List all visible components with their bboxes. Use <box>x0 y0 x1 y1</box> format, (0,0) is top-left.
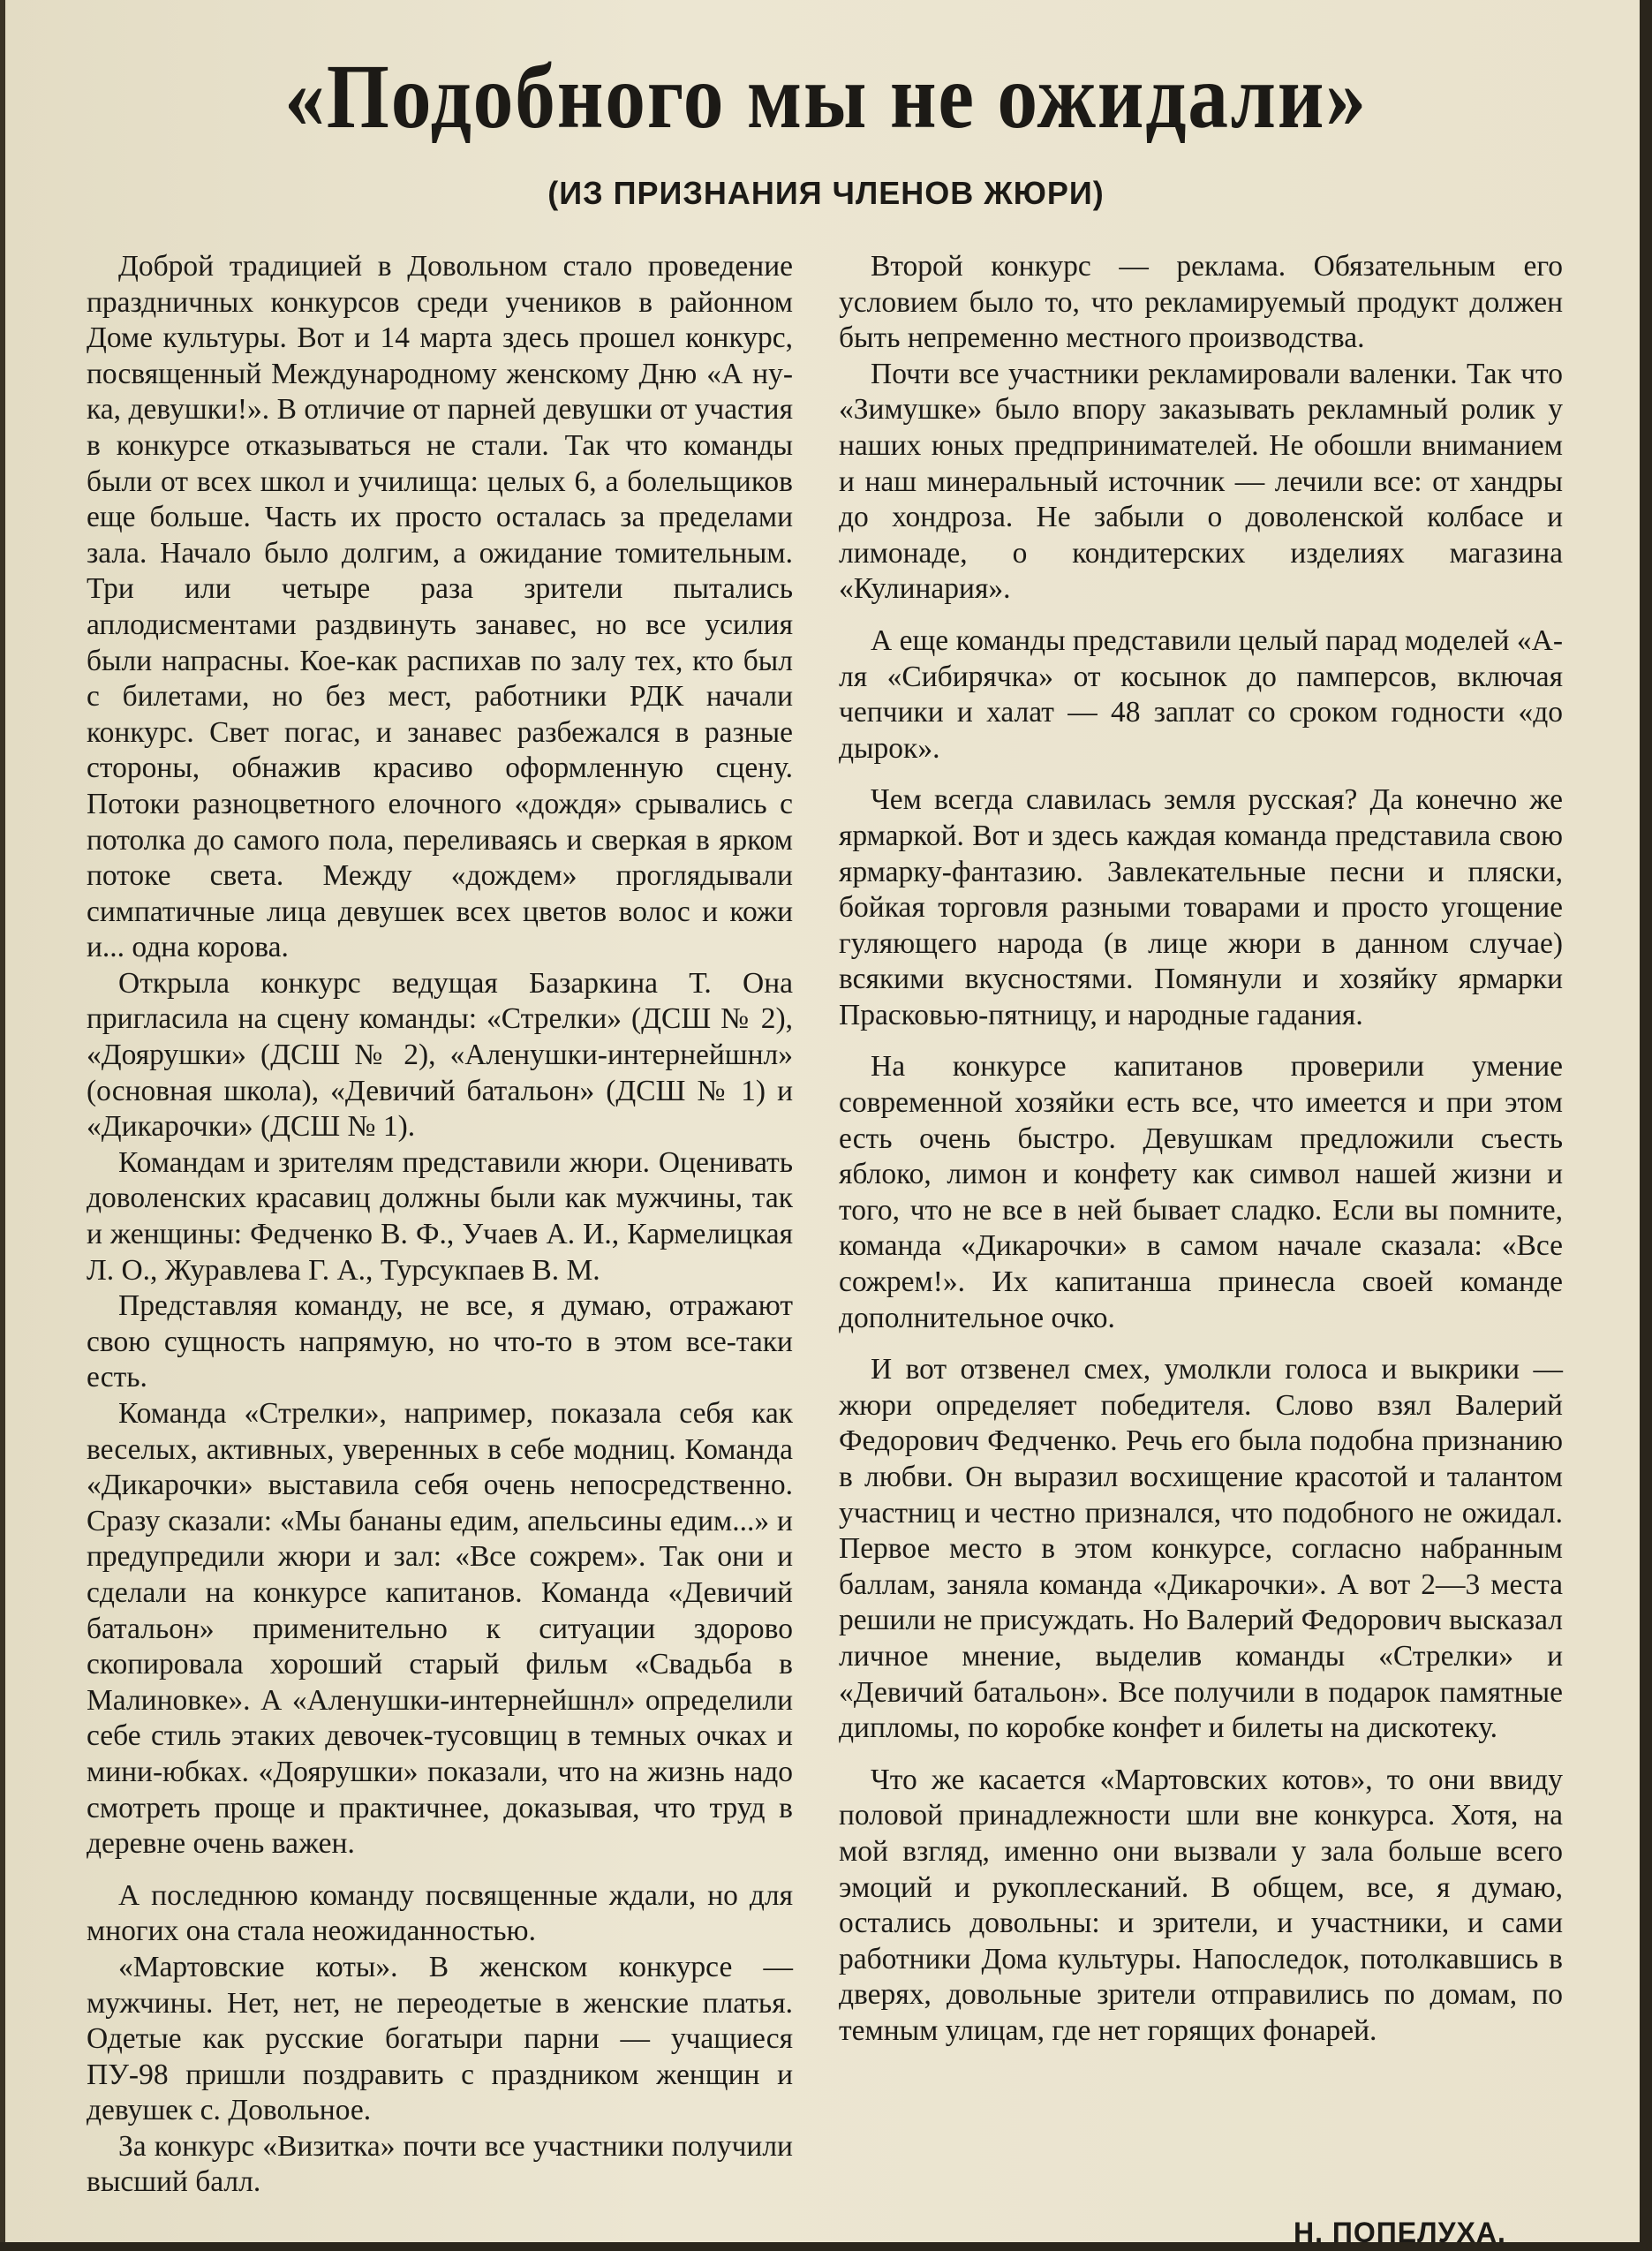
scan-edge-left <box>0 0 5 2251</box>
paragraph: Чем всегда славилась земля русская? Да конечно же ярмаркой. Вот и здесь каждая команда представила свою ярмарку-фантазию. Завлекательные песни и пляски, бойкая торговля разными товарами и просто угощение гуляющего народа (в лице жюри в данном случае) всякими вкусностями. Помянули и хозяйку ярмарки Прасковью-пятницу, и народные гадания. <box>839 783 1563 1031</box>
paragraph: «Мартовские коты». В женском конкурсе — мужчины. Нет, нет, не переодетые в женские платья. Одетые как русские богатыри парни — учащиеся ПУ-98 пришли поздравить с праздником женщин и девушек с. Довольное. <box>87 1950 793 2127</box>
paragraph: Представляя команду, не все, я думаю, отражают свою сущность напрямую, но что-то в этом все-таки есть. <box>87 1289 793 1394</box>
paragraph: Команда «Стрелки», например, показала себя как веселых, активных, уверенных в себе модниц. Команда «Дикарочки» выставила себя очень непосредственно. Сразу сказали: «Мы бананы едим, апельсины едим...» и предупредили жюри и зал: «Все сожрем». Так они и сделали на конкурсе капитанов. Команда «Девичий батальон» применительно к ситуации здорово скопировала хороший старый фильм «Свадьба в Малиновке». А «Аленушки-интернейшнл» определили себе стиль этаких девочек-тусовщиц в темных очках и мини-юбках. «Доярушки» показали, что на жизнь надо смотреть проще и практичнее, доказывая, что труд в деревне очень важен. <box>87 1397 793 1861</box>
article-column-left <box>87 249 793 2201</box>
paragraph: Командам и зрителям представили жюри. Оценивать доволенских красавиц должны были как мужчины, так и женщины: Федченко В. Ф., Учаев А. И., Кармелицкая Л. О., Журавлева Г. А., Турсукпаев В. М. <box>87 1145 793 1287</box>
article-column-right <box>839 249 1563 2050</box>
article-headline: «Подобного мы не ожидали» <box>284 46 1368 147</box>
paragraph: На конкурсе капитанов проверили умение современной хозяйки есть все, что имеется и при этом есть очень быстро. Девушкам предложили съесть яблоко, лимон и конфету как символ нашей жизни и того, что не все в ней бывает сладко. Если вы помните, команда «Дикарочки» в самом начале сказала: «Все сожрем!». Их капитанша принесла своей команде дополнительное очко. <box>839 1050 1563 1334</box>
paragraph: А еще команды представили целый парад моделей «А-ля «Сибирячка» от косынок до памперсов, включая чепчики и халат — 48 заплат со сроком годности «до дырок». <box>839 623 1563 765</box>
scan-edge-right <box>1640 0 1652 2251</box>
paragraph: Второй конкурс — реклама. Обязательным его условием было то, что рекламируемый продукт должен быть непременно местного производства. <box>839 250 1563 355</box>
author-signature: Н. ПОПЕЛУХА. <box>1294 2217 1506 2248</box>
paragraph: Открыла конкурс ведущая Базаркина Т. Она пригласила на сцену команды: «Стрелки» (ДСШ № 2), «Доярушки» (ДСШ № 2), «Аленушки-интернейшнл» (основная школа), «Девичий батальон» (ДСШ № 1) и «Дикарочки» (ДСШ № 1). <box>87 966 793 1144</box>
paragraph: И вот отзвенел смех, умолкли голоса и выкрики — жюри определяет победителя. Слово взял Валерий Федорович Федченко. Речь его была подобна признанию в любви. Он выразил восхищение красотой и талантом участниц и честно признался, что подобного не ожидал. Первое место в этом конкурсе, согласно набранным баллам, заняла команда «Дикарочки». А вот 2—3 места решили не присуждать. Но Валерий Федорович высказал личное мнение, выделив команды «Стрелки» и «Девичий батальон». Все получили в подарок памятные дипломы, по коробке конфет и билеты на дискотеку. <box>839 1353 1563 1745</box>
paragraph: А последнюю команду посвященные ждали, но для многих она стала неожиданностью. <box>87 1878 793 1948</box>
paragraph: Доброй традицией в Довольном стало проведение праздничных конкурсов среди учеников в районном Доме культуры. Вот и 14 марта здесь прошел конкурс, посвященный Международному женскому Дню «А ну-ка, девушки!». В отличие от парней девушки от участия в конкурсе отказываться не стали. Так что команды были от всех школ и училища: целых 6, а болельщиков еще больше. Часть их просто осталась за пределами зала. Начало было долгим, а ожидание томительным. Три или четыре раза зрители пытались аплодисментами раздвинуть занавес, но все усилия были напрасны. Кое-как распихав по залу тех, кто был с билетами, но без мест, работники РДК начали конкурс. Свет погас, и занавес разбежался в разные стороны, обнажив красиво оформленную сцену. Потоки разноцветного елочного «дождя» срывались с потолка до самого пола, переливаясь и сверкая в ярком потоке света. Между «дождем» проглядывали симпатичные лица девушек всех цветов волос и кожи и... одна корова. <box>87 250 793 964</box>
paragraph: За конкурс «Визитка» почти все участники получили высший балл. <box>87 2129 793 2199</box>
paragraph: Почти все участники рекламировали валенки. Так что «Зимушке» было впору заказывать рекламный ролик у наших юных предпринимателей. Не обошли вниманием и наш минеральный источник — лечили все: от хандры до хондроза. Не забыли о доволенской колбасе и лимонаде, о кондитерских изделиях магазина «Кулинария». <box>839 357 1563 606</box>
paragraph: Что же касается «Мартовских котов», то они ввиду половой принадлежности шли вне конкурса. Хотя, на мой взгляд, именно они вызвали у зала больше всего эмоций и рукоплесканий. В общем, все, я думаю, остались довольны: и зрители, и участники, и сами работники Дома культуры. Напоследок, потолкавшись в дверях, довольные зрители отправились по домам, по темным улицам, где нет горящих фонарей. <box>839 1763 1563 2047</box>
article-subheadline: (ИЗ ПРИЗНАНИЯ ЧЛЕНОВ ЖЮРИ) <box>547 175 1105 211</box>
